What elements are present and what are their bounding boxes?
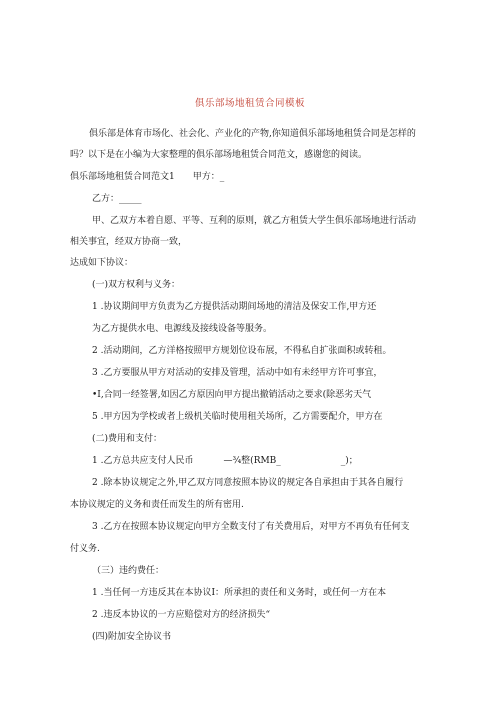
s1-item-3: 3 .乙方要服从甲方对活动的安排及管理，活动中如有未经甲方许可事宜， bbox=[92, 368, 383, 378]
s1-item-1a: 1 .协议期间甲方负责为乙方提供活动期间场地的清洁及保安工作,甲方还 bbox=[92, 302, 377, 312]
section-2-heading: (二)费用和支付： bbox=[92, 434, 163, 444]
s1-item-2: 2 .活动期间，乙方洋格按照甲方规划位设布展，不得私自扩张面积或转租。 bbox=[92, 346, 392, 356]
s1-item-4: •I,合同一经签署,如因乙方原因向甲方提出撤销活动之要求(除恶劣天气 bbox=[92, 390, 372, 400]
s2-item-2b: 本协议规定的义务和责任而发生的所有密用. bbox=[70, 500, 244, 510]
section-4-heading: (四)附加安全协议书 bbox=[92, 632, 172, 642]
s3-item-1: 1 .当任何一方违反其在本协议I：所承担的责任和义务时，或任何一方在本 bbox=[92, 588, 387, 598]
s2-item-1-text: 1 .乙方总共应支付人民币 bbox=[92, 456, 194, 466]
s1-item-1b: 为乙方提供水电、电源线及接线设备等服务。 bbox=[92, 324, 273, 334]
s2-item-1 bbox=[92, 455, 358, 467]
sample-title-text: 俱乐部场地租赁合同范文1 bbox=[70, 172, 175, 182]
principle-line-2: 相关事宜，经双方协商一致， bbox=[70, 237, 188, 247]
agreement-line: 达成如下协议： bbox=[70, 258, 134, 268]
s1-item-5: 5 .甲方因为学校或者上级机关临时使用租关场所，乙方需要配介，甲方在 bbox=[92, 412, 383, 422]
s2-item-3a: 3 .乙方在按照本协议规定向甲方全数支付了有关费用后，对甲方不再负有任何支 bbox=[92, 522, 410, 532]
principle-line-1: 甲、乙双方本着自愿、平等、互利的原则，就乙方租赁大学生俱乐部场地进行活动 bbox=[92, 216, 417, 226]
s2-item-3b: 付义务. bbox=[70, 544, 100, 554]
intro-line-1: 俱乐部是体育市场化、社会化、产业化的产物,你知道俱乐部场地租赁合同是怎样的 bbox=[89, 129, 416, 139]
sample-title bbox=[70, 171, 224, 183]
s3-item-2: 2 .违反本协议的一方应赔偿对方的经济损失“ bbox=[92, 610, 271, 620]
section-3-heading: （三）违约费任： bbox=[92, 566, 165, 576]
s2-item-1-amount: —¾整(RMB_ bbox=[223, 456, 281, 466]
s2-item-2a: 2 .除本协议规定之外,甲乙双方同意按照本协议的规定各自承担由于其各自履行 bbox=[92, 478, 404, 488]
party-a-line: 甲方：_ bbox=[192, 172, 225, 182]
section-1-heading: (一)双方权利与义务： bbox=[92, 280, 181, 290]
party-b-line: 乙方：_____ bbox=[92, 194, 142, 204]
s2-item-1-end: _)； bbox=[340, 456, 358, 466]
document-title: 俱乐部场地租赁合同模板 bbox=[194, 98, 305, 109]
intro-line-2: 吗？以下是在小编为大家整理的俱乐部场地租赁合同范文，感谢您的阅读。 bbox=[70, 150, 368, 160]
